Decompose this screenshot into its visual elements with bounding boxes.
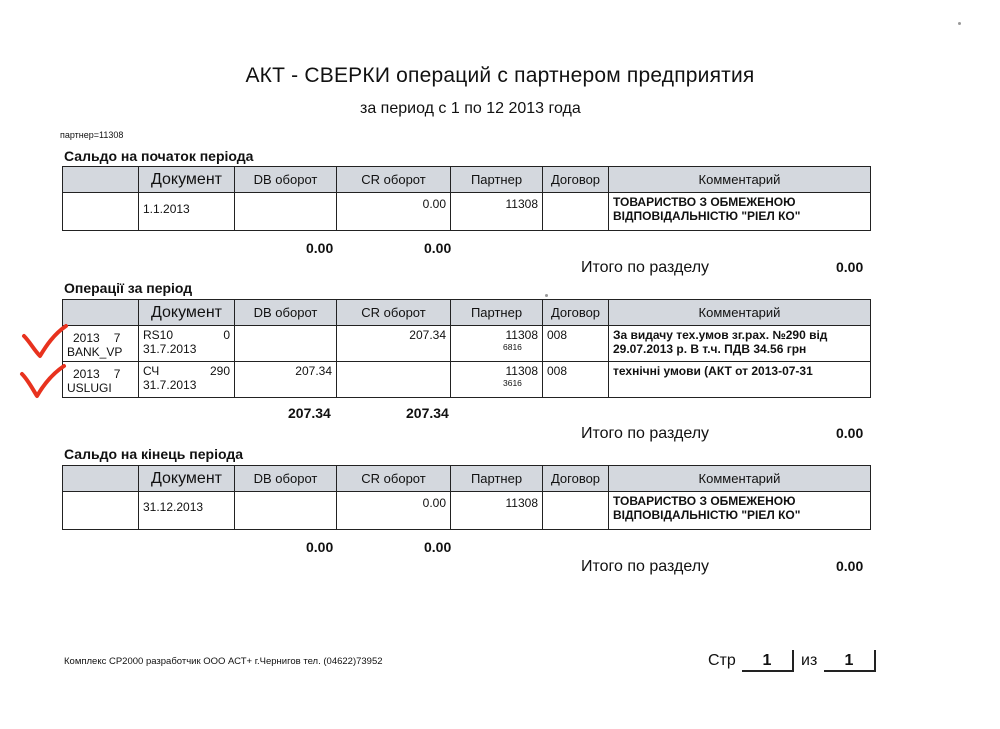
cell-partner: 11308 [451,193,543,231]
table-header-row [63,466,871,492]
table-row [63,326,871,362]
cell-comment: ТОВАРИСТВО З ОБМЕЖЕНОЮ ВІДПОВІДАЛЬНІСТЮ "РІЕЛ КО" [609,193,871,231]
cell-doc: RS10 0 31.7.2013 [139,326,235,362]
cell-db [235,193,337,231]
section1-itogo-label: Итого по разделу [581,259,710,276]
scan-speck [545,294,548,297]
section2-total-db: 207.34 [288,405,331,421]
document-subtitle: за период с 1 по 12 2013 года [360,100,581,117]
header-comment: Комментарий [609,167,871,193]
header-contract: Договор [543,300,609,326]
cell-contract [543,193,609,231]
title-rest: операций с партнером предприятия [396,64,755,87]
of-label: из [801,652,818,669]
cell-contract: 008 [543,362,609,398]
page-current: 1 [742,650,794,672]
cell-cr: 0.00 [337,193,451,231]
closing-balance-table [62,465,871,530]
page-total: 1 [824,650,876,672]
cell-partner: 11308 [451,492,543,530]
cell-cr [337,362,451,398]
header-contract: Договор [543,167,609,193]
operations-table [62,299,871,398]
header-cr: CR оборот [337,167,451,193]
section1-total-db: 0.00 [306,240,334,256]
header-db: DB оборот [235,466,337,492]
table-header-row [63,167,871,193]
section1-total-cr: 0.00 [424,240,452,256]
cell-contract [543,492,609,530]
header-partner: Партнер [451,300,543,326]
section3-itogo-value: 0.00 [836,558,864,574]
section1-itogo-value: 0.00 [836,259,864,275]
cell-db [235,326,337,362]
cell-type: 2013 7 BANK_VP [63,326,139,362]
title-bold: АКТ - СВЕРКИ [245,64,391,87]
document-title [0,64,1000,88]
scan-speck [958,22,961,25]
section2-total-cr: 207.34 [406,405,449,421]
header-partner: Партнер [451,466,543,492]
header-type [63,300,139,326]
cell-doc: СЧ 290 31.7.2013 [139,362,235,398]
cell-comment: За видачу тех.умов зг.рах. №290 від 29.07.2013 р. В т.ч. ПДВ 34.56 грн [609,326,871,362]
cell-type: 2013 7 USLUGI [63,362,139,398]
partner-note: партнер=11308 [60,130,124,140]
section3-itogo-label: Итого по разделу [581,558,710,575]
header-contract: Договор [543,466,609,492]
check-mark-icon [18,362,68,402]
header-cr: CR оборот [337,466,451,492]
header-db: DB оборот [235,167,337,193]
section3-total-db: 0.00 [306,539,334,555]
table-row [63,193,871,231]
header-comment: Комментарий [609,300,871,326]
header-comment: Комментарий [609,466,871,492]
section-opening-balance-title: Сальдо на початок періода [64,148,254,164]
section3-total-cr: 0.00 [424,539,452,555]
cell-comment: ТОВАРИСТВО З ОБМЕЖЕНОЮ ВІДПОВІДАЛЬНІСТЮ "РІЕЛ КО" [609,492,871,530]
cell-cr: 0.00 [337,492,451,530]
header-type [63,167,139,193]
table-header-row [63,300,871,326]
footer-text: Комплекс CP2000 разработчик ООО АСТ+ г.Чернигов тел. (04622)73952 [64,656,383,667]
cell-type [63,193,139,231]
header-document: Документ [139,167,235,193]
section-closing-balance-title: Сальдо на кінець періода [64,446,243,462]
cell-doc: 31.12.2013 [139,492,235,530]
table-row [63,492,871,530]
cell-db [235,492,337,530]
header-type [63,466,139,492]
check-mark-icon [20,322,70,362]
page-label: Стр [708,652,736,669]
cell-partner: 11308 6816 [451,326,543,362]
section2-itogo-value: 0.00 [836,425,864,441]
cell-comment: технічні умови (АКТ от 2013-07-31 [609,362,871,398]
header-document: Документ [139,300,235,326]
cell-db: 207.34 [235,362,337,398]
cell-doc: 1.1.2013 [139,193,235,231]
header-document: Документ [139,466,235,492]
cell-cr: 207.34 [337,326,451,362]
opening-balance-table [62,166,871,231]
header-db: DB оборот [235,300,337,326]
cell-contract: 008 [543,326,609,362]
cell-partner: 11308 3616 [451,362,543,398]
cell-type [63,492,139,530]
section-operations-title: Операції за період [64,280,193,296]
table-row [63,362,871,398]
header-partner: Партнер [451,167,543,193]
header-cr: CR оборот [337,300,451,326]
section2-itogo-label: Итого по разделу [581,425,710,442]
